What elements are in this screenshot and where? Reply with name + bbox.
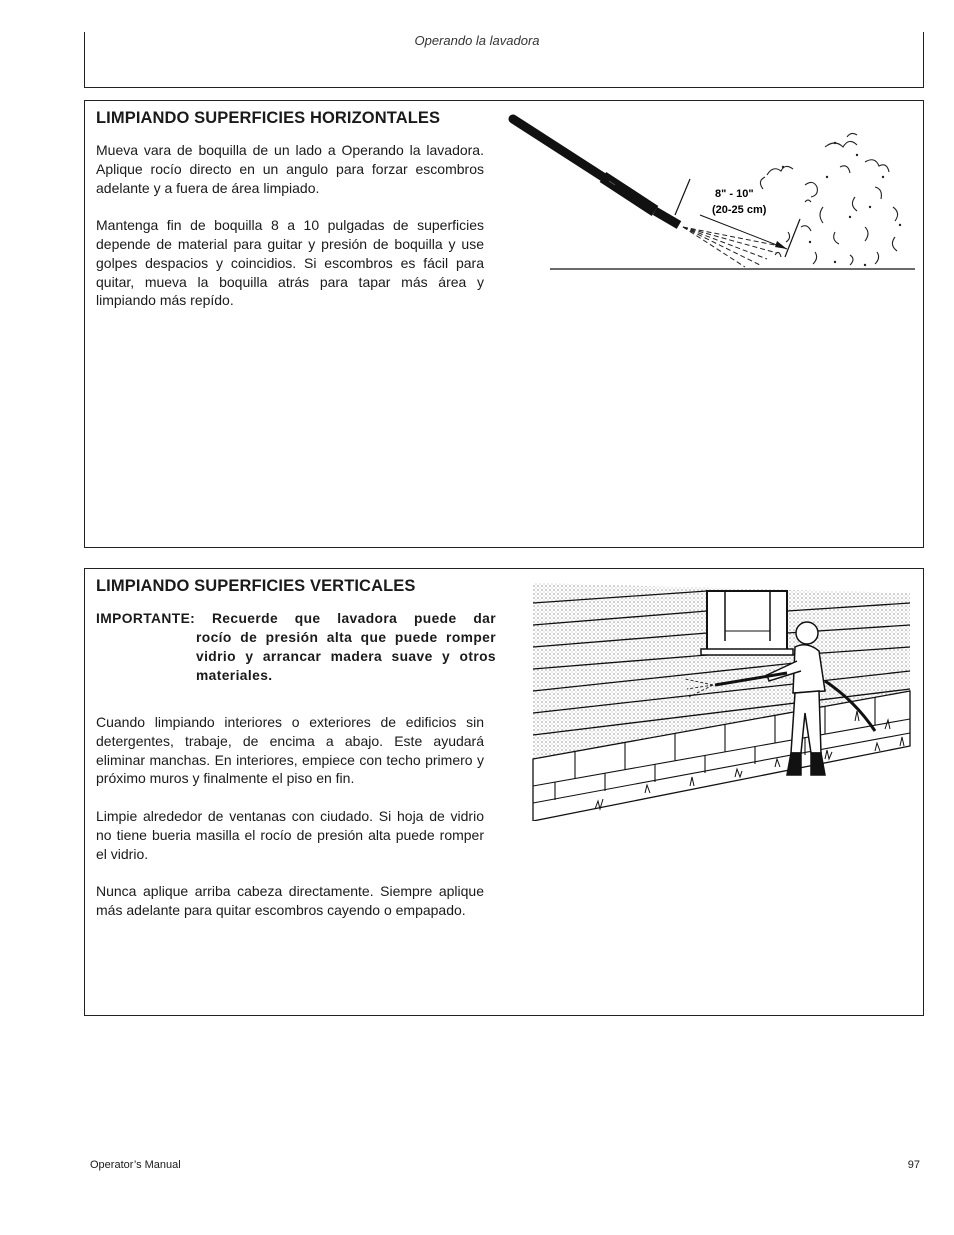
important-text-first: Recuerde que lavadora puede dar xyxy=(211,611,496,626)
distance-label-inches: 8" - 10" xyxy=(715,188,754,200)
vertical-heading: LIMPIANDO SUPERFICIES VERTICALES xyxy=(96,577,416,595)
horizontal-paragraph-2: Mantenga fin de boquilla 8 a 10 pulgadas de superficies depende de material para guitar y presión de boquilla y use golpes despacios y coincidios. Si escombros es fácil para quitar, mueva la boquilla atrás para tapar más área y limpiando más repído. xyxy=(96,217,484,309)
horizontal-surfaces-panel xyxy=(84,100,924,548)
footer-manual-label: Operator’s Manual xyxy=(90,1159,181,1171)
vertical-paragraph-3: Nunca aplique arriba cabeza directamente. Siempre aplique más adelante para quitar escombros cayendo o empapado. xyxy=(96,883,484,918)
horizontal-spray-illustration xyxy=(505,107,915,277)
horizontal-paragraph-1: Mueva vara de boquilla de un lado a Operando la lavadora. Aplique rocío directo en un angulo para forzar escombros adelante y a fuera de área limpiado. xyxy=(96,142,484,196)
spray-wand-icon xyxy=(513,119,679,225)
vertical-wall-illustration xyxy=(525,581,920,821)
vertical-surfaces-panel xyxy=(84,568,924,1016)
important-label: IMPORTANTE: xyxy=(96,611,196,626)
vertical-paragraph-1: Cuando limpiando interiores o exteriores de edificios sin detergentes, trabaje, de encima a abajo. Este ayudará eliminar manchas. En interiores, empiece con techo primero y próximo muros y finalmente el piso en fin. xyxy=(96,714,484,787)
vertical-body xyxy=(96,713,484,939)
horizontal-body xyxy=(96,141,484,329)
footer-page-number: 97 xyxy=(907,1159,920,1171)
important-text-rest: rocío de presión alta que puede romper vidrio y arrancar madera suave y otros materiales. xyxy=(196,630,496,683)
horizontal-heading: LIMPIANDO SUPERFICIES HORIZONTALES xyxy=(96,109,441,127)
important-note xyxy=(96,609,496,685)
distance-label-cm: (20-25 cm) xyxy=(712,204,767,216)
vertical-paragraph-2: Limpie alrededor de ventanas con ciudado. Si hoja de vidrio no tiene bueria masilla el rocío de presión alta puede romper el vidrio. xyxy=(96,807,484,862)
section-title: Operando la lavadora xyxy=(414,33,540,48)
